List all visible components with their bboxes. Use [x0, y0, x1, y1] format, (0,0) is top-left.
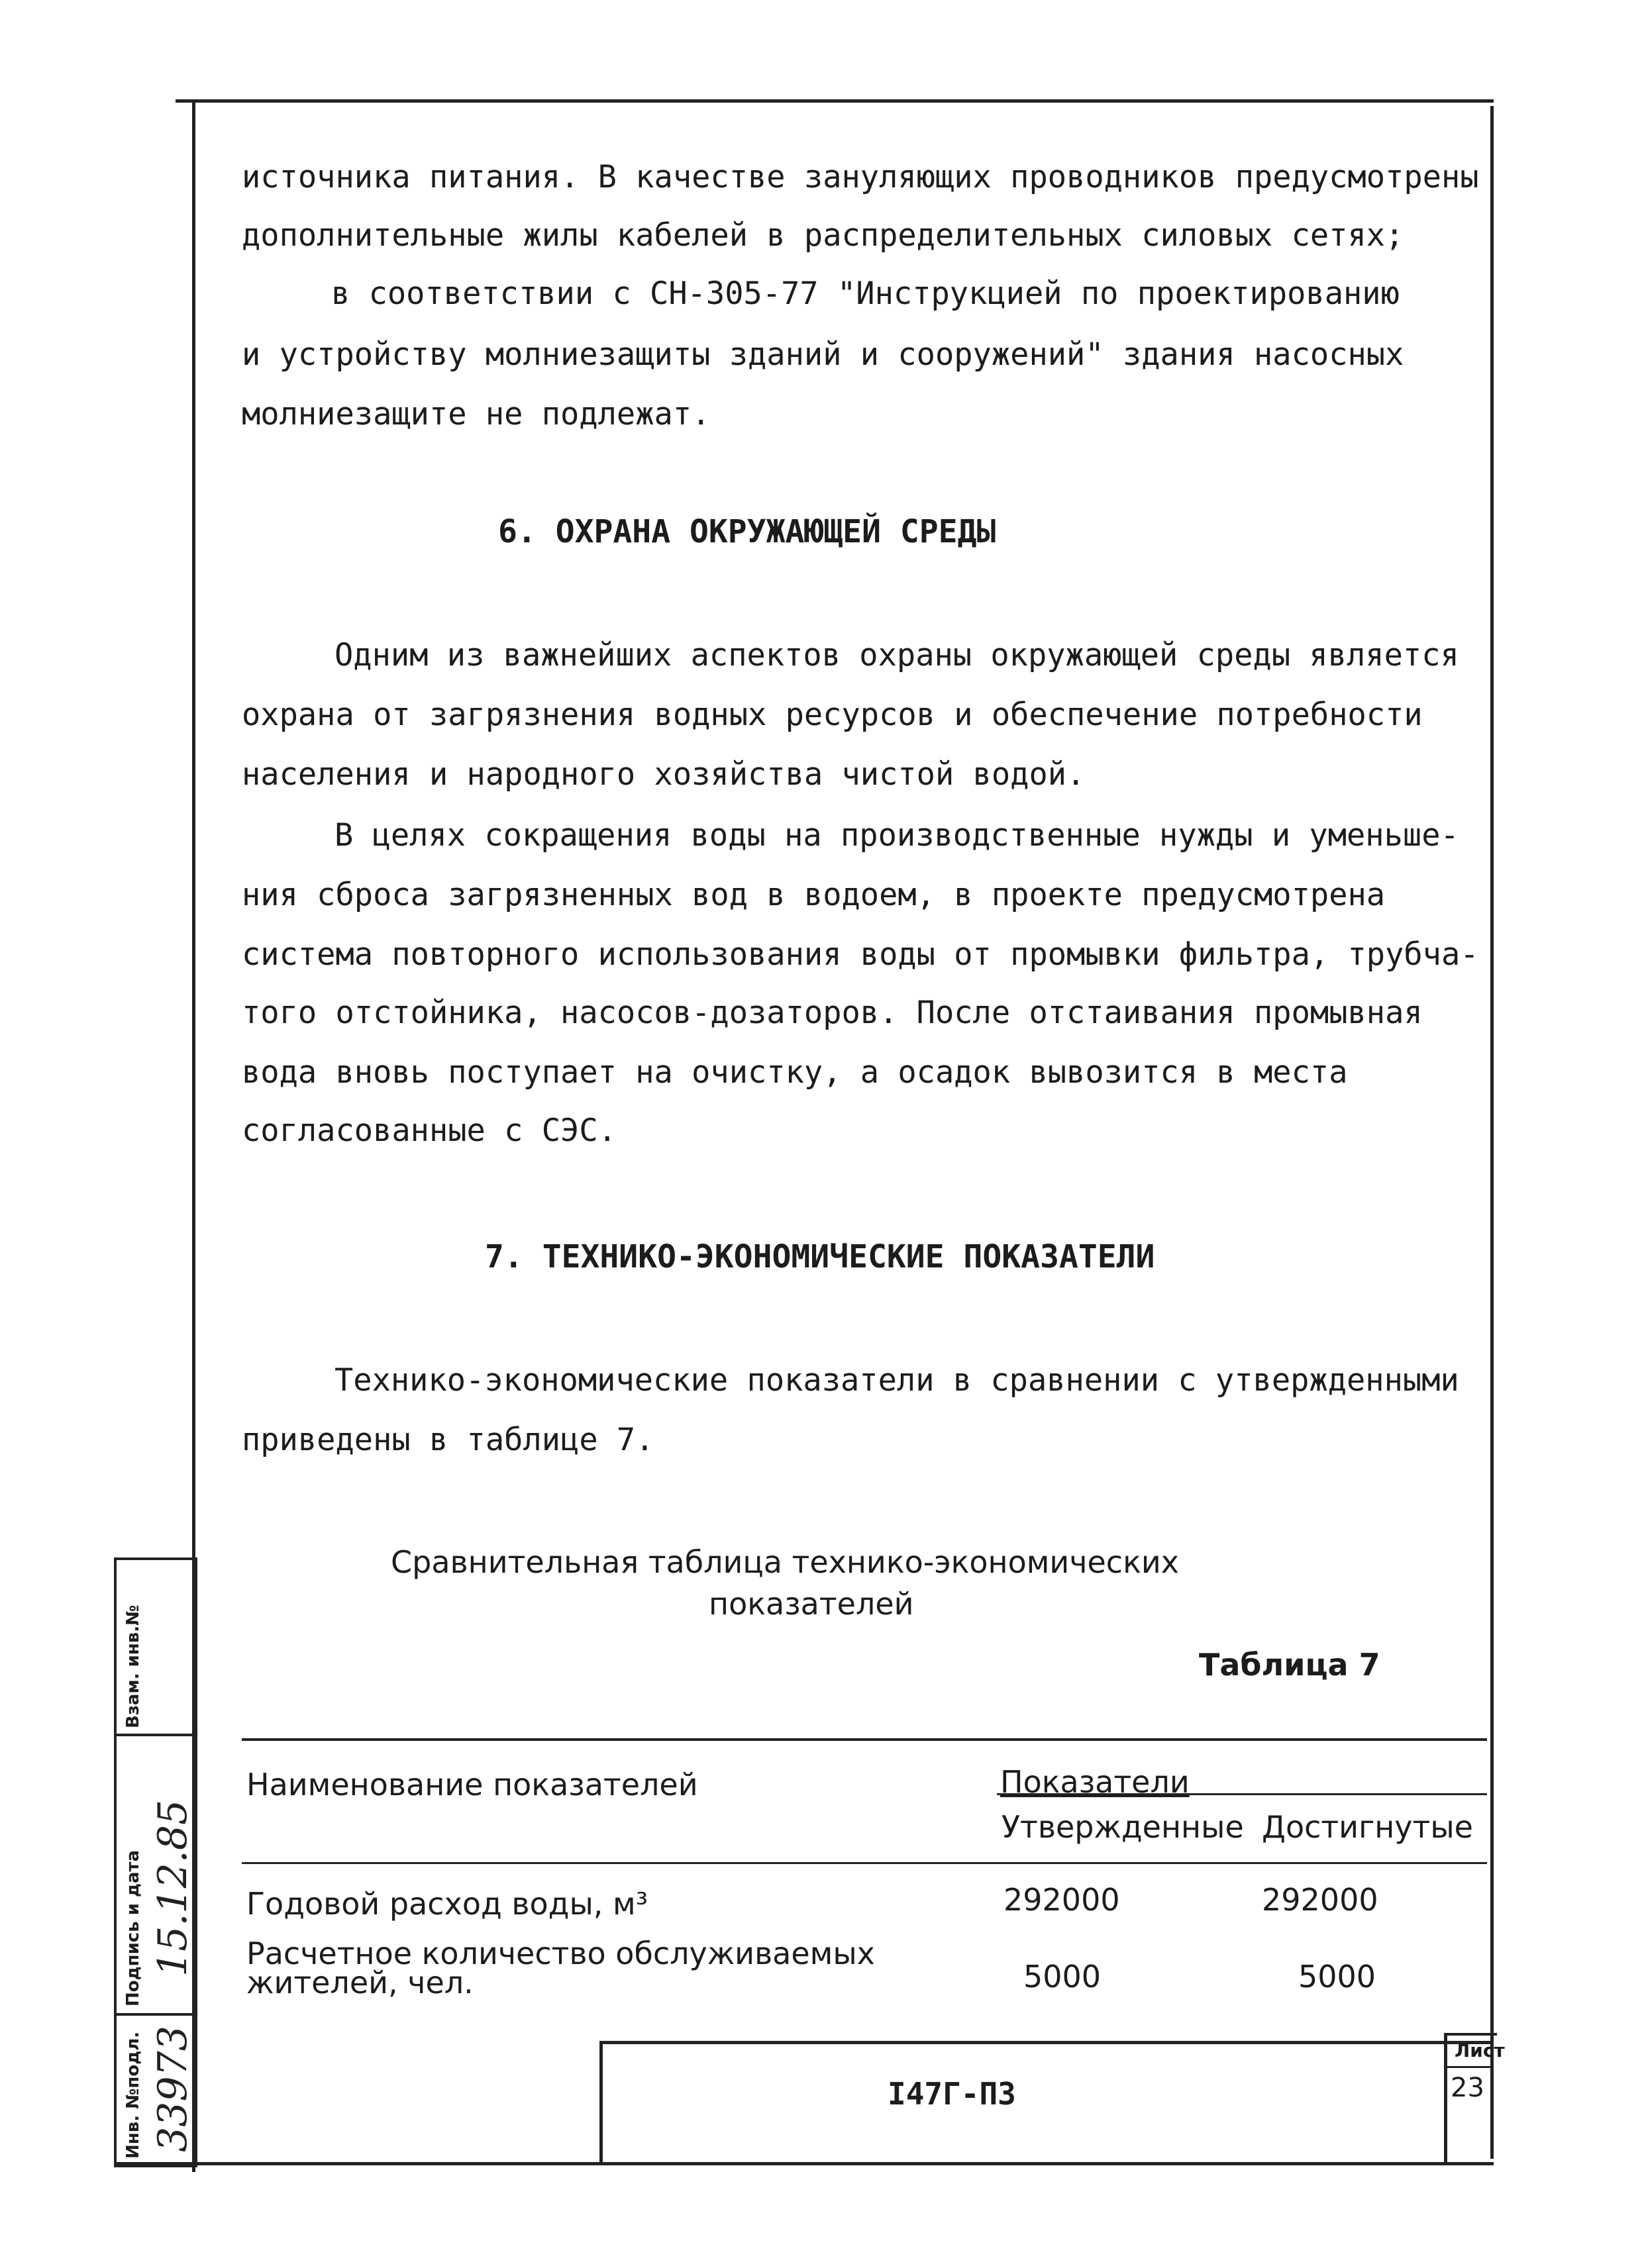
- stamp-divider: [114, 2013, 193, 2016]
- frame-right-border: [1490, 106, 1494, 2159]
- sheet-divider: [1444, 2066, 1494, 2068]
- section-6-line: система повторного использования воды от промывки фильтра, трубча-: [242, 936, 1479, 973]
- header-achieved: Достигнутые: [1262, 1809, 1473, 1845]
- section-6-line: охрана от загрязнения водных ресурсов и обеспечение потребности: [242, 697, 1423, 733]
- table-caption-continued: показателей: [709, 1586, 914, 1622]
- row-approved: 5000: [1023, 1959, 1102, 1995]
- section-6-line: ния сброса загрязненных вод в водоем, в проекте предусмотрена: [242, 877, 1386, 913]
- header-group: Показатели: [1000, 1764, 1190, 1800]
- replace-label: Взам. инв.№: [123, 1604, 143, 1728]
- sheet-label: Лист: [1455, 2040, 1505, 2061]
- title-block: [599, 2041, 1494, 2165]
- row-name: Годовой расход воды, м³: [246, 1886, 648, 1922]
- section-7-title: 7. ТЕХНИКО-ЭКОНОМИЧЕСКИЕ ПОКАЗАТЕЛИ: [485, 1238, 1155, 1275]
- section-6-line: того отстойника, насосов-дозаторов. После отстаивания промывная: [242, 995, 1423, 1031]
- sheet-number: 23: [1451, 2073, 1484, 2103]
- body-line: молниезащите не подлежат.: [242, 396, 711, 432]
- header-name: Наименование показателей: [246, 1767, 698, 1802]
- section-6-line: согласованные с СЭС.: [242, 1112, 617, 1149]
- section-6-line: В целях сокращения воды на производственные нужды и уменьше-: [334, 817, 1459, 854]
- table-label: Таблица 7: [1199, 1647, 1380, 1683]
- frame-top-border: [176, 99, 1494, 103]
- section-7-line: Технико-экономические показатели в сравнении с утвержденными: [334, 1362, 1459, 1399]
- inventory-label: Инв. №подл.: [123, 2031, 143, 2159]
- body-line: дополнительные жилы кабелей в распределительных силовых сетях;: [242, 217, 1404, 254]
- row-achieved: 5000: [1298, 1959, 1376, 1995]
- signature-value: 15.12.85: [150, 1799, 196, 1977]
- table-header-rule: [242, 1862, 1487, 1864]
- header-approved: Утвержденные: [1002, 1809, 1244, 1845]
- table-top-rule: [242, 1738, 1487, 1741]
- row-achieved: 292000: [1262, 1882, 1378, 1918]
- section-6-line: Одним из важнейших аспектов охраны окружающей среды является: [334, 637, 1459, 673]
- row-approved: 292000: [1003, 1882, 1120, 1918]
- stamp-divider: [114, 1734, 193, 1736]
- section-6-title: 6. ОХРАНА ОКРУЖАЮЩЕЙ СРЕДЫ: [498, 513, 996, 550]
- section-6-line: вода вновь поступает на очистку, а осадок вывозится в места: [242, 1054, 1348, 1091]
- section-6-line: населения и народного хозяйства чистой водой.: [242, 756, 1086, 793]
- row-name-continued: жителей, чел.: [246, 1965, 474, 2000]
- body-line: и устройству молниезащиты зданий и сооружений" здания насосных: [242, 336, 1404, 373]
- body-line: в соответствии с СН-305-77 "Инструкцией по проектированию: [331, 275, 1400, 312]
- document-code: I47Г-ПЗ: [888, 2076, 1016, 2112]
- row-name: Расчетное количество обслуживаемых: [246, 1936, 875, 1971]
- inventory-value: 33973: [150, 2026, 196, 2152]
- section-7-line: приведены в таблице 7.: [242, 1422, 654, 1458]
- signature-label: Подпись и дата: [123, 1849, 143, 2006]
- body-line: источника питания. В качестве зануляющих проводников предусмотрены: [242, 159, 1479, 195]
- table-caption: Сравнительная таблица технико-экономических: [391, 1544, 1180, 1580]
